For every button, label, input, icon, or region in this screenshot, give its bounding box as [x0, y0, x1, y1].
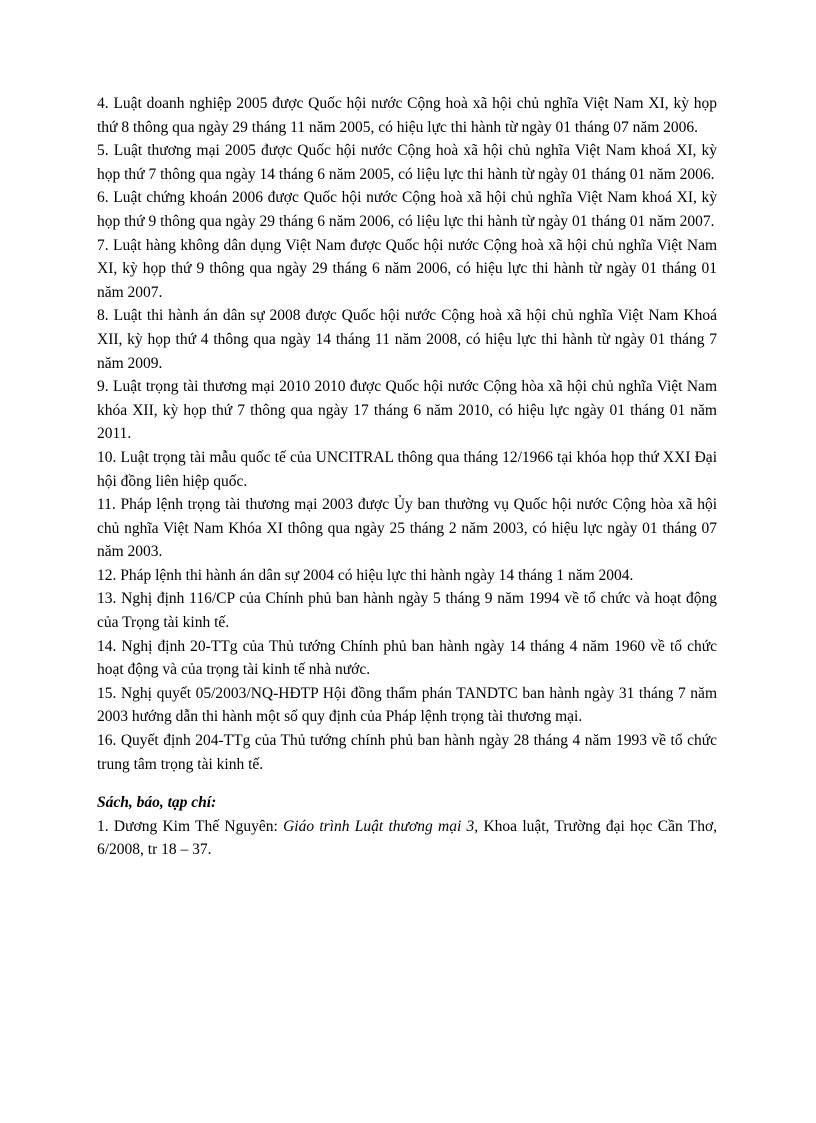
item-number: 11.: [97, 496, 116, 514]
item-number: 9.: [97, 378, 109, 396]
item-number: 12.: [97, 566, 117, 584]
list-item: [97, 375, 717, 446]
list-item: [97, 186, 717, 233]
list-item: [97, 587, 717, 634]
item-number: 6.: [97, 189, 109, 207]
item-number: 16.: [97, 732, 117, 750]
item-text: Nghị định 116/CP của Chính phủ ban hành ngày 5 tháng 9 năm 1994 về tổ chức và hoạt động của Trọng tài kinh tế.: [97, 590, 718, 632]
book-author: Dương Kim Thế Nguyên:: [113, 817, 278, 835]
book-title: Giáo trình Luật thương mại 3,: [283, 817, 479, 835]
item-number: 5.: [97, 142, 109, 160]
list-item: [97, 564, 717, 588]
item-number: 7.: [97, 236, 109, 254]
item-text: Pháp lệnh trọng tài thương mại 2003 được Ủy ban thường vụ Quốc hội nước Cộng hòa xã hội chủ nghĩa Việt Nam Khóa XI thông qua ngày 25 tháng 2 năm 2003, có hiệu lực ngày 01 tháng 07 năm 2003.: [97, 496, 718, 561]
list-item: [97, 92, 717, 139]
item-text: Luật trọng tài mẫu quốc tế của UNCITRAL thông qua tháng 12/1966 tại khóa họp thứ XXI Đại hội đồng liên hiệp quốc.: [97, 448, 717, 490]
list-item: [97, 815, 717, 862]
list-item: [97, 729, 717, 776]
item-text: Luật trọng tài thương mại 2010 2010 được Quốc hội nước Cộng hòa xã hội chủ nghĩa Việt Nam khóa XII, kỳ họp thứ 7 thông qua ngày 17 tháng 6 năm 2010, có hiệu lực ngày 01 tháng 01 năm 2011.: [97, 378, 717, 443]
item-text: Nghị định 20-TTg của Thủ tướng Chính phủ ban hành ngày 14 tháng 4 năm 1960 về tổ chức hoạt động và của trọng tài kinh tế nhà nước.: [97, 637, 717, 679]
item-text: Luật chứng khoán 2006 được Quốc hội nước Cộng hoà xã hội chủ nghĩa Việt Nam khoá XI, kỳ họp thứ 9 thông qua ngày 29 tháng 6 năm 2006, có liệu lực thi hành từ ngày 01 tháng 01 năm 2007.: [97, 189, 717, 230]
item-text: Quyết định 204-TTg của Thủ tướng chính phủ ban hành ngày 28 tháng 4 năm 1993 về tổ chức trung tâm trọng tài kinh tế.: [97, 732, 717, 773]
item-number: 14.: [97, 637, 117, 655]
item-number: 10.: [97, 448, 117, 466]
list-item: [97, 493, 717, 564]
item-text: Luật thi hành án dân sự 2008 được Quốc hội nước Cộng hoà xã hội chủ nghĩa Việt Nam Khoá XII, kỳ họp thứ 4 thông qua ngày 14 tháng 11 năm 2008, có hiệu lực thi hành từ ngày 01 tháng 7 năm 2009.: [97, 307, 718, 372]
item-text: Luật hàng không dân dụng Việt Nam được Quốc hội nước Cộng hoà xã hội chủ nghĩa Việt Nam XI, kỳ họp thứ 9 thông qua ngày 29 tháng 6 năm 2006, có hiệu lực thi hành từ ngày 01 tháng 01 năm 2007.: [97, 236, 718, 301]
list-item: [97, 682, 717, 729]
list-item: [97, 304, 717, 375]
item-number: 15.: [97, 684, 117, 702]
item-text: Pháp lệnh thi hành án dân sự 2004 có hiệu lực thi hành ngày 14 tháng 1 năm 2004.: [120, 566, 634, 584]
item-text: Luật doanh nghiệp 2005 được Quốc hội nước Cộng hoà xã hội chủ nghĩa Việt Nam XI, kỳ họp thứ 8 thông qua ngày 29 tháng 11 năm 2005, có hiệu lực thi hành từ ngày 01 tháng 07 năm 2006.: [97, 95, 718, 136]
list-item: [97, 234, 717, 305]
list-item: [97, 635, 717, 682]
item-number: 8.: [97, 307, 109, 325]
item-text: Nghị quyết 05/2003/NQ-HĐTP Hội đồng thẩm phán TANDTC ban hành ngày 31 tháng 7 năm 2003 hướng dẫn thi hành một số quy định của Pháp lệnh trọng tài thương mại.: [97, 684, 717, 726]
books-list: [97, 815, 717, 862]
item-number: 13.: [97, 590, 117, 608]
legal-references-list: [97, 92, 717, 776]
document-page: [97, 92, 717, 862]
item-number: 1.: [97, 817, 109, 835]
section-heading-books: Sách, báo, tạp chí:: [97, 794, 217, 812]
book-publication: Khoa luật, Trường đại học Cần Thơ, 6/2008, tr 18 – 37.: [97, 817, 718, 859]
item-text: Luật thương mại 2005 được Quốc hội nước Cộng hoà xã hội chủ nghĩa Việt Nam khoá XI, kỳ họp thứ 7 thông qua ngày 14 tháng 6 năm 2005, có liệu lực thi hành từ ngày 01 tháng 01 năm 2006.: [97, 142, 717, 183]
list-item: [97, 139, 717, 186]
list-item: [97, 446, 717, 493]
item-number: 4.: [97, 95, 109, 112]
